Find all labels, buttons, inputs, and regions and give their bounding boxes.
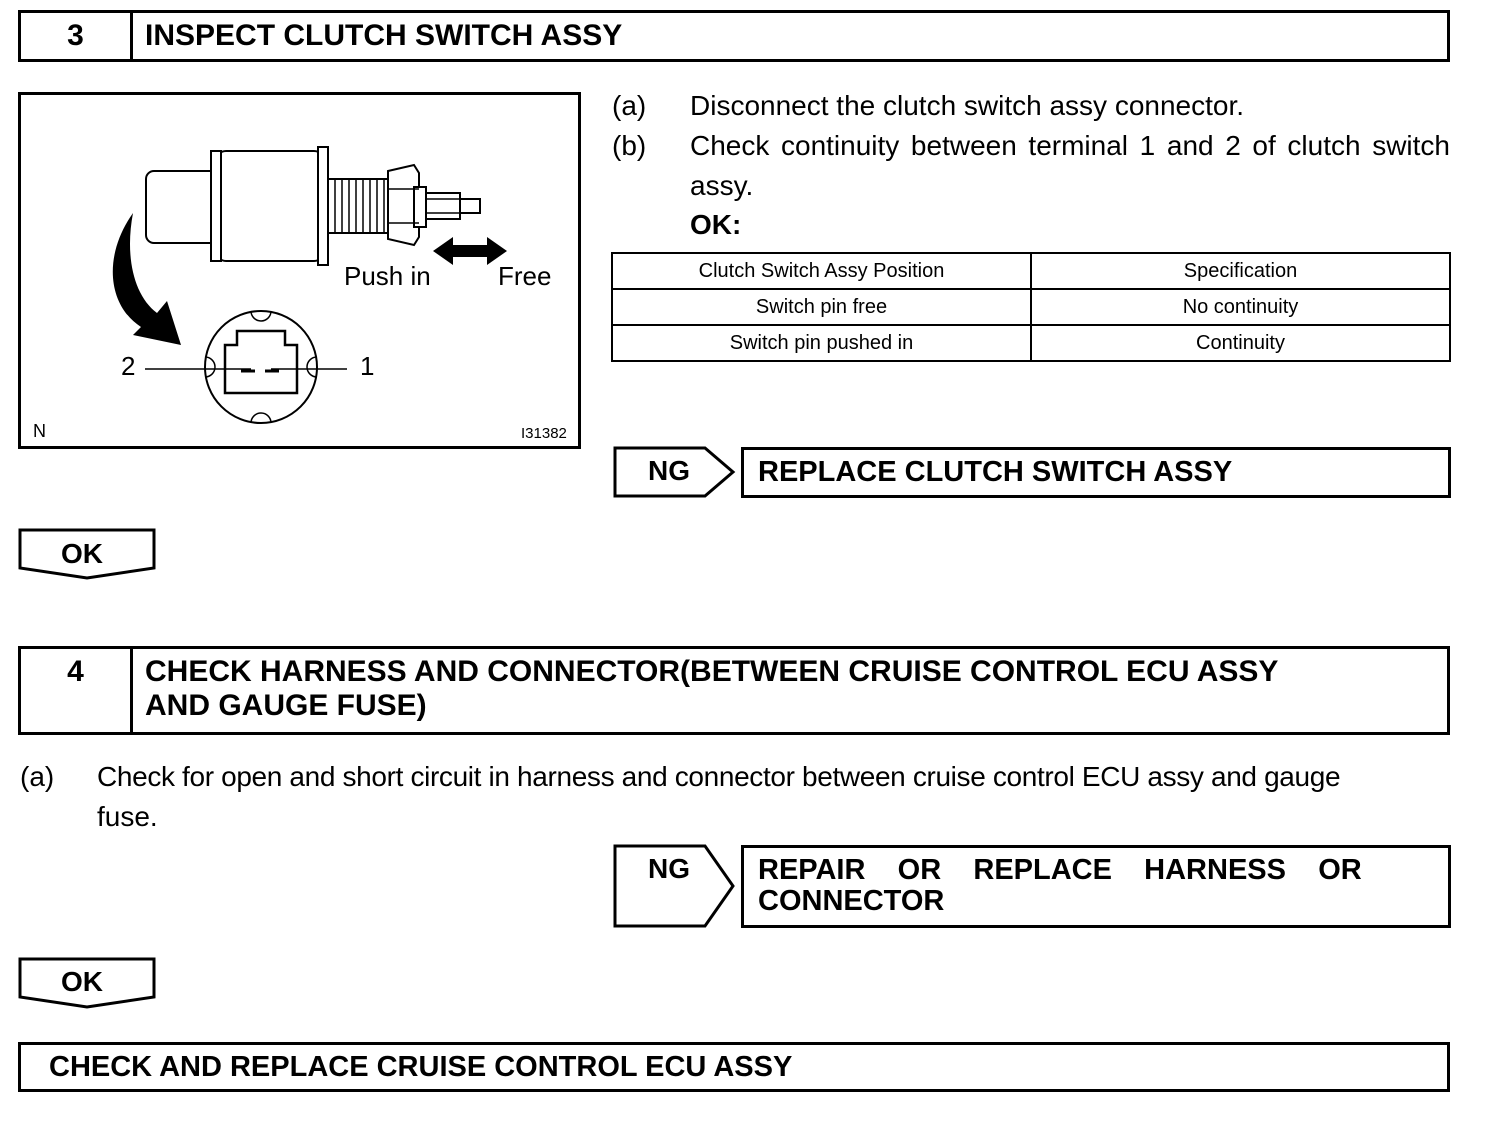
table-header-cell: Specification: [1031, 253, 1450, 289]
step-4-number: 4: [21, 649, 133, 732]
spec-table: [611, 252, 1451, 362]
step-4a-text-line-1: Check for open and short circuit in harness and connector between cruise control ECU assy and gauge: [97, 761, 1341, 792]
ng-action-box: REPLACE CLUTCH SWITCH ASSY: [741, 447, 1451, 498]
table-cell: No continuity: [1031, 289, 1450, 325]
final-action-box: CHECK AND REPLACE CRUISE CONTROL ECU ASSY: [18, 1042, 1450, 1092]
table-header-cell: Clutch Switch Assy Position: [612, 253, 1031, 289]
step-3a-marker: (a): [612, 90, 647, 121]
ng-label: NG: [648, 853, 690, 884]
step-3-title: INSPECT CLUTCH SWITCH ASSY: [145, 19, 623, 52]
ok-spec-label: OK:: [690, 209, 742, 240]
figure-code: I31382: [521, 425, 567, 442]
terminal-1-label: 1: [360, 351, 375, 381]
table-cell: Continuity: [1031, 325, 1450, 361]
ng-action-line-1: REPAIR OR REPLACE HARNESS OR: [758, 854, 1362, 886]
step-4-title-line-2: AND GAUGE FUSE): [145, 689, 427, 722]
ng-action-box: [741, 845, 1451, 928]
step-3b-text: Check continuity between terminal 1 and 2 of clutch switch assy.: [690, 130, 1450, 201]
table-row: [612, 325, 1450, 361]
step-4-title: [133, 649, 1278, 732]
push-in-label: Push in: [344, 261, 431, 291]
table-row: [612, 289, 1450, 325]
ng-label: NG: [648, 455, 690, 486]
step-3-header: [18, 10, 1450, 62]
step-3-number: 3: [21, 13, 133, 59]
clutch-switch-illustration: [21, 95, 578, 446]
step-4a-marker: (a): [20, 761, 55, 792]
step-4a-text-line-2: fuse.: [97, 801, 158, 832]
step-4-title-line-1: CHECK HARNESS AND CONNECTOR(BETWEEN CRUISE CONTROL ECU ASSY: [145, 655, 1279, 688]
figure-corner-n: N: [33, 421, 46, 441]
terminal-2-label: 2: [121, 351, 136, 381]
step-4-header: [18, 646, 1450, 735]
clutch-switch-figure: [18, 92, 581, 449]
table-cell: Switch pin pushed in: [612, 325, 1031, 361]
free-label: Free: [498, 261, 552, 291]
table-header-row: [612, 253, 1450, 289]
ok-label: OK: [61, 538, 103, 569]
table-cell: Switch pin free: [612, 289, 1031, 325]
ng-action-line-2: CONNECTOR: [758, 885, 945, 917]
ok-label: OK: [61, 966, 103, 997]
step-3a-text: Disconnect the clutch switch assy connector.: [690, 90, 1245, 121]
step-3b-marker: (b): [612, 130, 647, 161]
